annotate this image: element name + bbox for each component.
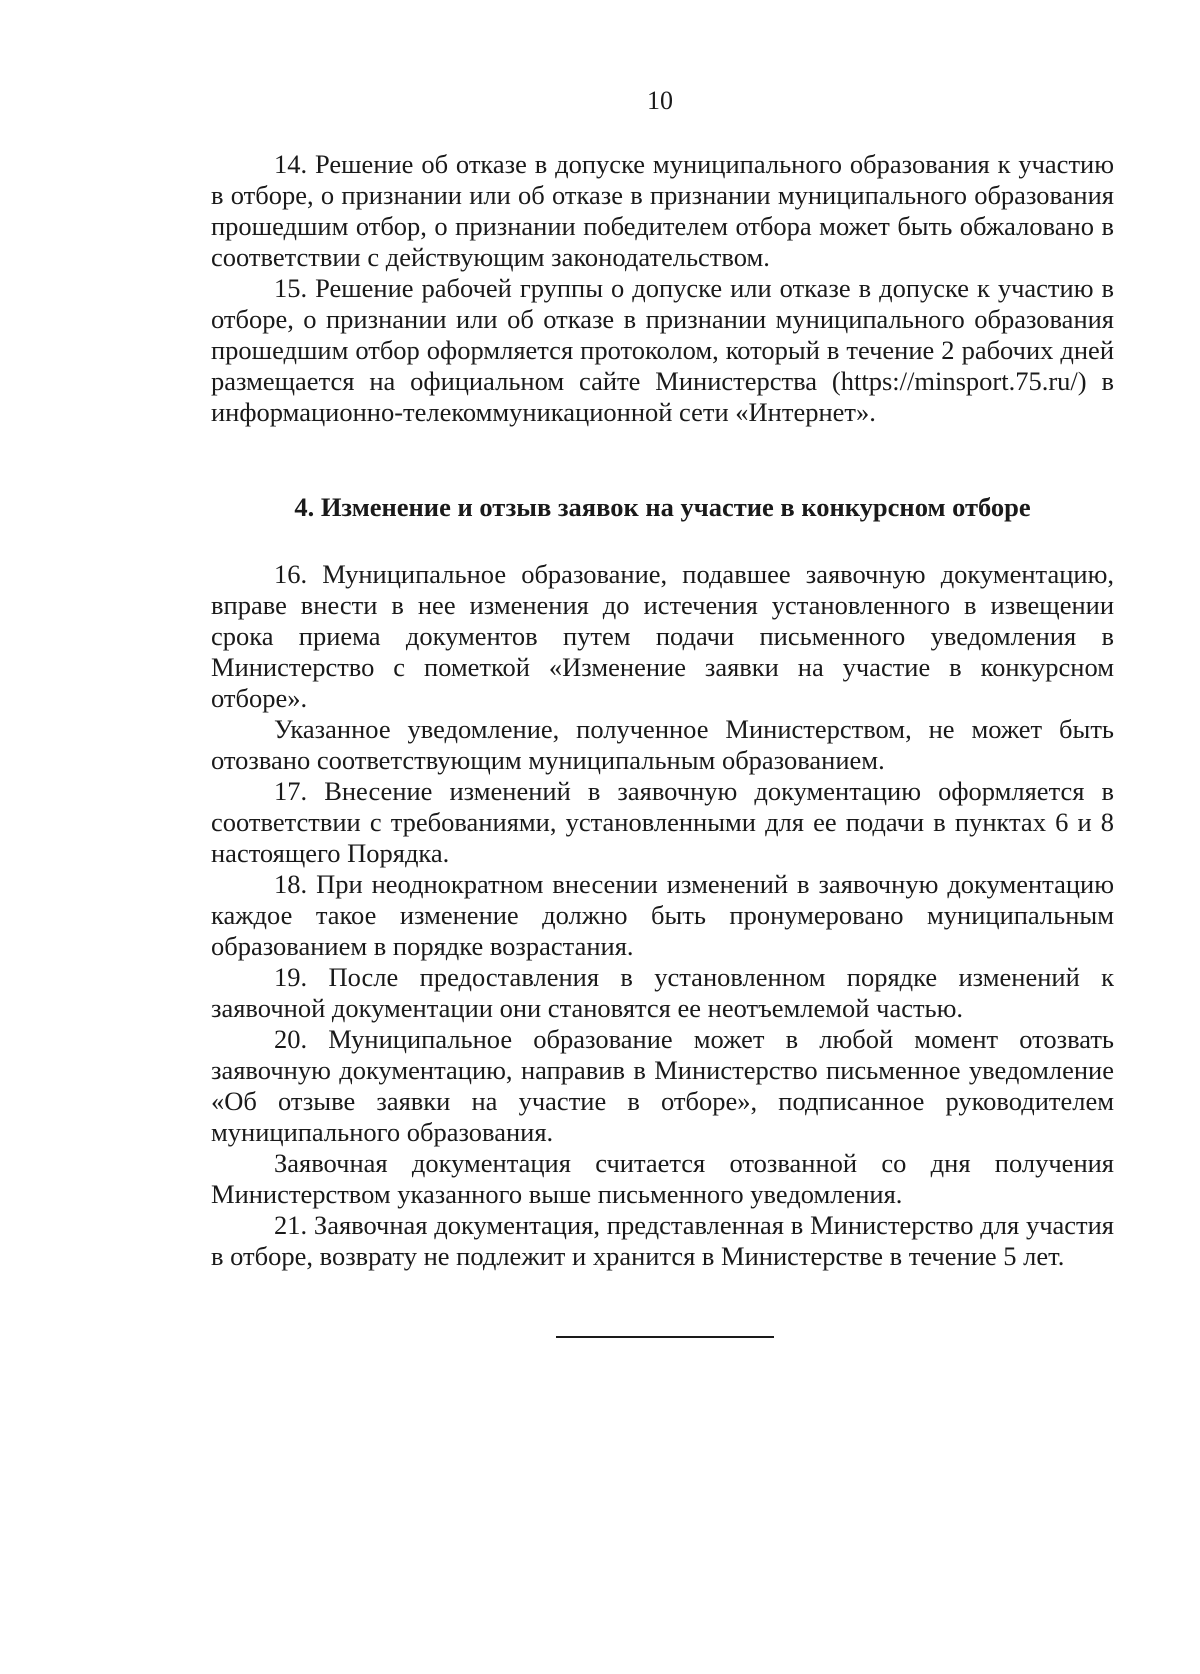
paragraph-16-note: Указанное уведомление, полученное Министерством, не может быть отозвано соответствующим муниципальным образованием.: [211, 714, 1114, 775]
paragraph-20: 20. Муниципальное образование может в любой момент отозвать заявочную документацию, направив в Министерство письменное уведомление «Об отзыве заявки на участие в отборе», подписанное руководителем муниципального образования.: [211, 1024, 1114, 1147]
paragraph-block-1: [211, 149, 1114, 428]
paragraph-18: 18. При неоднократном внесении изменений в заявочную документацию каждое такое изменение должно быть пронумеровано муниципальным образованием в порядке возрастания.: [211, 869, 1114, 961]
paragraph-14: 14. Решение об отказе в допуске муниципального образования к участию в отборе, о признании или об отказе в признании муниципального образования прошедшим отбор, о признании победителем отбора может быть обжаловано в соответствии с действующим законодательством.: [211, 149, 1114, 272]
paragraph-block-2: [211, 559, 1114, 1272]
end-of-text-rule: [556, 1336, 774, 1338]
paragraph-15: 15. Решение рабочей группы о допуске или отказе в допуске к участию в отборе, о признании или об отказе в признании муниципального образования прошедшим отбор оформляется протоколом, который в течение 2 рабочих дней размещается на официальном сайте Министерства (https://minsport.75.ru/) в информационно-телекоммуникационной сети «Интернет».: [211, 273, 1114, 427]
paragraph-20-note: Заявочная документация считается отозванной со дня получения Министерством указанного выше письменного уведомления.: [211, 1148, 1114, 1209]
paragraph-19: 19. После предоставления в установленном порядке изменений к заявочной документации они становятся ее неотъемлемой частью.: [211, 962, 1114, 1023]
paragraph-16: 16. Муниципальное образование, подавшее заявочную документацию, вправе внести в нее изменения до истечения установленного в извещении срока приема документов путем подачи письменного уведомления в Министерство с пометкой «Изменение заявки на участие в конкурсном отборе».: [211, 559, 1114, 713]
paragraph-21: 21. Заявочная документация, представленная в Министерство для участия в отборе, возврату не подлежит и хранится в Министерстве в течение 5 лет.: [211, 1210, 1114, 1271]
page-number: 10: [647, 86, 673, 115]
paragraph-17: 17. Внесение изменений в заявочную документацию оформляется в соответствии с требованиями, установленными для ее подачи в пунктах 6 и 8 настоящего Порядка.: [211, 776, 1114, 868]
section-heading: 4. Изменение и отзыв заявок на участие в конкурсном отборе: [294, 492, 1031, 522]
